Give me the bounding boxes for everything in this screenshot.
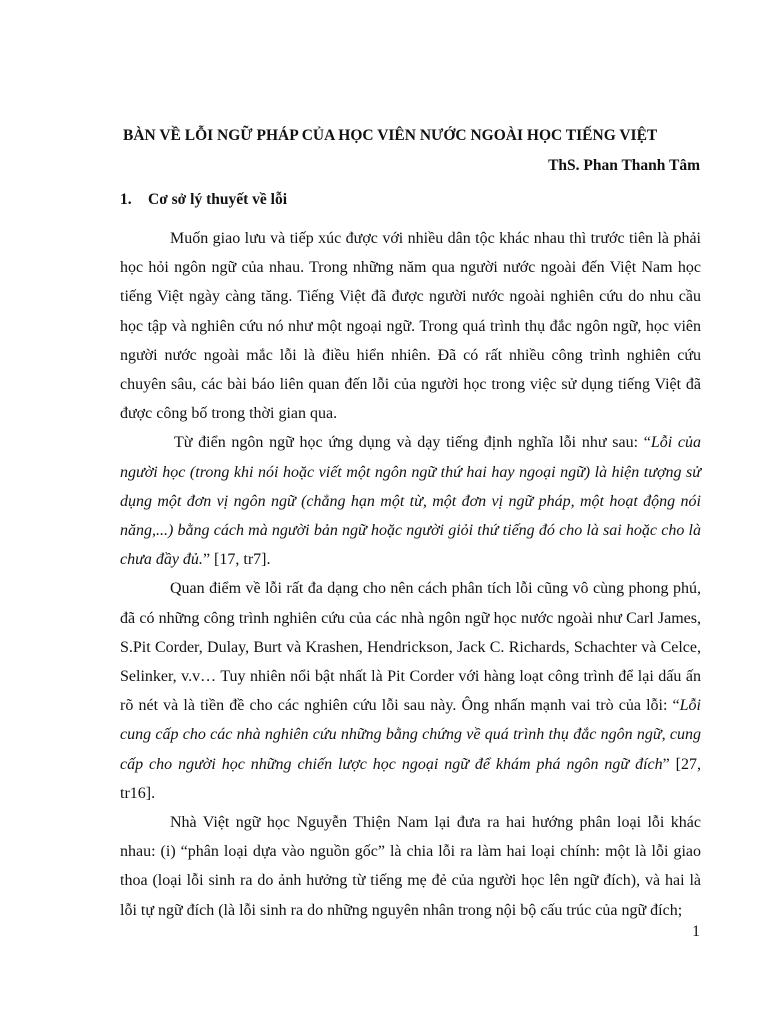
- paragraph-3-intro: Quan điểm về lỗi rất đa dạng cho nên cách phân tích lỗi cũng vô cùng phong phú, đã có những công trình nghiên cứu của các nhà ngôn ngữ học nước ngoài như Carl James, S.Pit Corder, Dulay, Burt và Krashen, Hendrickson, Jack C. Richards, Schachter và Celce, Selinker, v.v… Tuy nhiên nổi bật nhất là Pit Corder với hàng loạt công trình để lại dấu ấn rõ nét và là tiền đề cho các nghiên cứu lỗi sau này. Ông nhấn mạnh vai trò của lỗi: “: [120, 580, 701, 715]
- paragraph-2-citation: ” [17, tr7].: [202, 551, 271, 569]
- paragraph-3-citation: ” [27, tr16].: [120, 755, 701, 802]
- page-number: 1: [692, 923, 700, 940]
- section-heading: [120, 191, 287, 209]
- paragraph-2: [120, 428, 701, 574]
- paragraph-4: Nhà Việt ngữ học Nguyễn Thiện Nam lại đưa ra hai hướng phân loại lỗi khác nhau: (i) “phân loại dựa vào nguồn gốc” là chia lỗi ra làm hai loại chính: một là lỗi giao thoa (loại lỗi sinh ra do ảnh hưởng từ tiếng mẹ đẻ của người học lên ngữ đích), và hai là lỗi tự ngữ đích (là lỗi sinh ra do những nguyên nhân trong nội bộ cấu trúc của ngữ đích;: [120, 814, 701, 919]
- section-title: Cơ sở lý thuyết về lỗi: [148, 191, 288, 208]
- paragraph-3-quote: Lỗi cung cấp cho các nhà nghiên cứu những bằng chứng về quá trình thụ đắc ngôn ngữ, cung cấp cho người học những chiến lược học ngoại ngữ để khám phá ngôn ngữ đích: [120, 697, 701, 773]
- paragraph-2-quote: Lỗi của người học (trong khi nói hoặc viết một ngôn ngữ thứ hai hay ngoại ngữ) là hiện tượng sử dụng một đơn vị ngôn ngữ (chẳng hạn một từ, một đơn vị ngữ pháp, một hoạt động nói năng,...) bằng cách mà người bản ngữ hoặc người giỏi thứ tiếng đó cho là sai hoặc cho là chưa đầy đủ.: [120, 434, 702, 569]
- section-number: 1.: [120, 191, 132, 208]
- paragraph-2-intro: Từ điển ngôn ngữ học ứng dụng và dạy tiếng định nghĩa lỗi như sau: “: [174, 434, 651, 452]
- paragraph-3: [120, 574, 701, 808]
- document-title: BÀN VỀ LỖI NGỮ PHÁP CỦA HỌC VIÊN NƯỚC NGOÀI HỌC TIẾNG VIỆT: [123, 127, 658, 144]
- body-text: [120, 224, 701, 925]
- paragraph-1: Muốn giao lưu và tiếp xúc được với nhiều dân tộc khác nhau thì trước tiên là phải học hỏi ngôn ngữ của nhau. Trong những năm qua người nước ngoài đến Việt Nam học tiếng Việt ngày càng tăng. Tiếng Việt đã được người nước ngoài nghiên cứu do nhu cầu học tập và nghiên cứu nó như một ngoại ngữ. Trong quá trình thụ đắc ngôn ngữ, học viên người nước ngoài mắc lỗi là điều hiển nhiên. Đã có rất nhiều công trình nghiên cứu chuyên sâu, các bài báo liên quan đến lỗi của người học trong việc sử dụng tiếng Việt đã được công bố trong thời gian qua.: [120, 230, 701, 423]
- author-name: ThS. Phan Thanh Tâm: [548, 157, 700, 174]
